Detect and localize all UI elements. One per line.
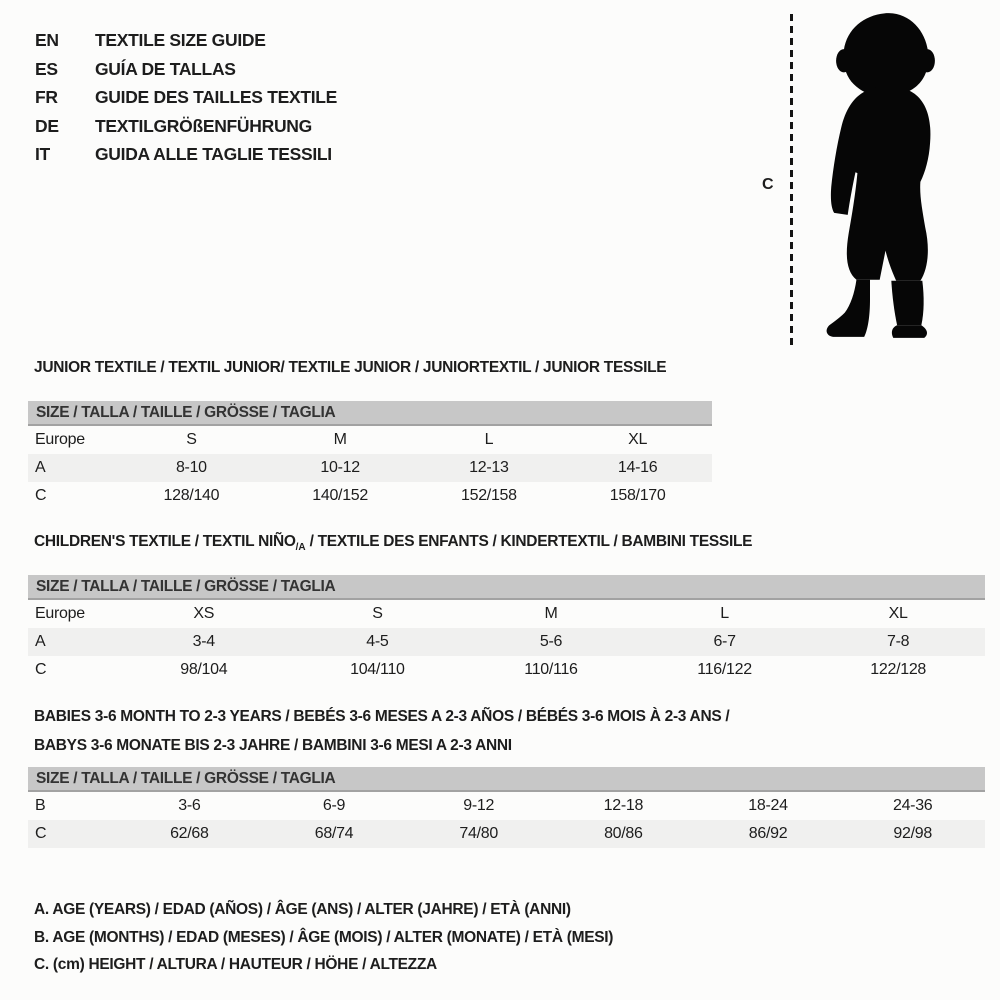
table-row bbox=[28, 482, 712, 510]
age-cell: 5-6 bbox=[539, 633, 563, 650]
age-cell: 9-12 bbox=[463, 797, 495, 814]
height-cell: 98/104 bbox=[180, 661, 228, 678]
height-cell: 122/128 bbox=[870, 661, 927, 678]
language-row-es bbox=[35, 55, 337, 84]
children-table-title bbox=[34, 532, 752, 557]
height-cell: 92/98 bbox=[893, 825, 932, 842]
babies-table-title bbox=[34, 702, 729, 760]
age-cell: 14-16 bbox=[617, 459, 658, 476]
size-cell: XL bbox=[888, 605, 908, 622]
row-label: C bbox=[35, 661, 47, 678]
age-cell: 10-12 bbox=[320, 459, 360, 476]
height-cell: 62/68 bbox=[170, 825, 209, 842]
junior-table bbox=[28, 401, 712, 510]
size-header-bar: SIZE / TALLA / TAILLE / GRÖSSE / TAGLIA bbox=[28, 767, 985, 792]
children-table bbox=[28, 575, 985, 684]
babies-title-line2: BABYS 3-6 MONATE BIS 2-3 JAHRE / BAMBINI 3-6 MESI A 2-3 ANNI bbox=[34, 737, 512, 754]
size-cell: S bbox=[372, 605, 383, 622]
height-cell: 110/116 bbox=[524, 661, 578, 678]
language-code: IT bbox=[35, 144, 50, 165]
babies-table bbox=[28, 767, 985, 848]
language-label: TEXTILGRÖßENFÜHRUNG bbox=[95, 115, 312, 136]
age-cell: 12-18 bbox=[603, 797, 644, 814]
language-row-en bbox=[35, 26, 337, 55]
row-label: C bbox=[35, 825, 47, 842]
language-code: ES bbox=[35, 58, 58, 79]
row-label: C bbox=[35, 487, 47, 504]
baby-silhouette-icon bbox=[808, 8, 963, 348]
height-cell: 128/140 bbox=[163, 487, 220, 504]
height-cell: 116/122 bbox=[697, 661, 752, 678]
table-row bbox=[28, 454, 712, 482]
height-cell: 152/158 bbox=[461, 487, 517, 504]
language-label: GUIDE DES TAILLES TEXTILE bbox=[95, 87, 338, 108]
legend-line-b: B. AGE (MONTHS) / EDAD (MESES) / ÂGE (MOIS) / ALTER (MONATE) / ETÀ (MESI) bbox=[34, 928, 614, 946]
row-label: Europe bbox=[35, 431, 85, 448]
legend bbox=[34, 896, 613, 979]
size-header-bar: SIZE / TALLA / TAILLE / GRÖSSE / TAGLIA bbox=[28, 575, 985, 600]
height-dotted-line bbox=[790, 14, 793, 348]
language-row-de bbox=[35, 112, 337, 141]
age-cell: 18-24 bbox=[748, 797, 788, 814]
language-label: TEXTILE SIZE GUIDE bbox=[95, 30, 266, 50]
children-title-sub: /A bbox=[295, 542, 306, 554]
baby-figure bbox=[748, 6, 973, 351]
row-label: Europe bbox=[35, 605, 85, 622]
size-header-bar: SIZE / TALLA / TAILLE / GRÖSSE / TAGLIA bbox=[28, 401, 712, 426]
size-cell: XS bbox=[193, 605, 215, 622]
size-cell: M bbox=[544, 605, 558, 622]
language-code: FR bbox=[35, 87, 58, 108]
size-cell: L bbox=[484, 431, 494, 448]
language-label: GUIDA ALLE TAGLIE TESSILI bbox=[95, 144, 332, 165]
age-cell: 8-10 bbox=[175, 459, 207, 476]
height-label-c: C bbox=[762, 176, 774, 193]
height-cell: 104/110 bbox=[350, 661, 405, 678]
table-row bbox=[28, 820, 985, 848]
junior-table-title: JUNIOR TEXTILE / TEXTIL JUNIOR/ TEXTILE JUNIOR / JUNIORTEXTIL / JUNIOR TESSILE bbox=[34, 359, 667, 376]
row-label: B bbox=[35, 797, 46, 814]
table-row bbox=[28, 628, 985, 656]
size-cell: L bbox=[720, 605, 729, 622]
height-cell: 158/170 bbox=[609, 487, 666, 504]
children-title-pre: CHILDREN'S TEXTILE / TEXTIL NIÑO bbox=[34, 533, 296, 550]
children-title-post: / TEXTILE DES ENFANTS / KINDERTEXTIL / BAMBINI TESSILE bbox=[305, 533, 753, 550]
age-cell: 12-13 bbox=[469, 459, 509, 476]
language-code: DE bbox=[35, 115, 59, 136]
size-cell: S bbox=[186, 431, 197, 448]
language-list bbox=[35, 26, 337, 169]
age-cell: 7-8 bbox=[887, 633, 910, 650]
height-cell: 68/74 bbox=[314, 825, 354, 842]
age-cell: 24-36 bbox=[892, 797, 933, 814]
height-cell: 74/80 bbox=[459, 825, 498, 842]
language-row-fr bbox=[35, 83, 337, 112]
age-cell: 4-5 bbox=[366, 633, 389, 650]
age-cell: 6-9 bbox=[322, 797, 346, 814]
table-row bbox=[28, 426, 712, 454]
row-label: A bbox=[35, 633, 46, 650]
table-row bbox=[28, 600, 985, 628]
age-cell: 3-6 bbox=[178, 797, 201, 814]
height-cell: 80/86 bbox=[604, 825, 643, 842]
language-label: GUÍA DE TALLAS bbox=[95, 58, 236, 79]
size-cell: XL bbox=[628, 431, 648, 448]
legend-line-c: C. (cm) HEIGHT / ALTURA / HAUTEUR / HÖHE / ALTEZZA bbox=[34, 956, 437, 973]
babies-title-line1: BABIES 3-6 MONTH TO 2-3 YEARS / BEBÉS 3-6 MESES A 2-3 AÑOS / BÉBÉS 3-6 MOIS À 2-3 ANS / bbox=[34, 708, 730, 725]
language-code: EN bbox=[35, 30, 59, 50]
legend-line-a: A. AGE (YEARS) / EDAD (AÑOS) / ÂGE (ANS) / ALTER (JAHRE) / ETÀ (ANNI) bbox=[34, 901, 571, 918]
language-row-it bbox=[35, 140, 337, 169]
height-cell: 140/152 bbox=[312, 487, 368, 504]
age-cell: 3-4 bbox=[192, 633, 215, 650]
size-cell: M bbox=[333, 431, 347, 448]
table-row bbox=[28, 792, 985, 820]
height-cell: 86/92 bbox=[748, 825, 788, 842]
age-cell: 6-7 bbox=[713, 633, 736, 650]
row-label: A bbox=[35, 459, 46, 476]
table-row bbox=[28, 656, 985, 684]
